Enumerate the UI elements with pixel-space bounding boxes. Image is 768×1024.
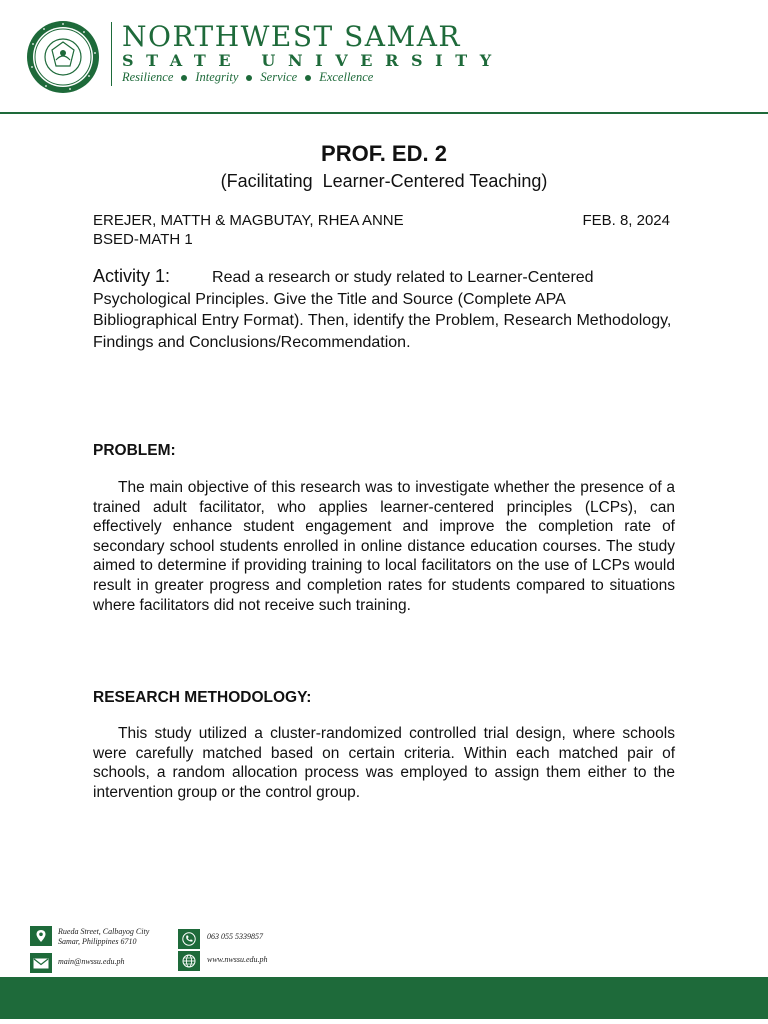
activity-instructions bbox=[93, 266, 673, 353]
motto-word: Resilience bbox=[122, 70, 174, 84]
university-name: NORTHWEST SAMAR bbox=[122, 20, 461, 53]
location-pin-icon bbox=[30, 926, 52, 946]
motto-word: Excellence bbox=[319, 70, 374, 84]
footer-email[interactable]: main@nwssu.edu.ph bbox=[58, 957, 125, 966]
address-line: Rueda Street, Calbayog City bbox=[58, 927, 150, 936]
bullet-icon bbox=[181, 75, 187, 81]
footer-address bbox=[58, 927, 149, 946]
methodology-paragraph: This study utilized a cluster-randomized controlled trial design, where schools were carefully matched based on certain criteria. Within each matched pair of schools, a random allocation process was employed to assign them either to the intervention group or the control group. bbox=[93, 725, 675, 801]
document-date: FEB. 8, 2024 bbox=[582, 212, 670, 229]
activity-label: Activity 1: bbox=[93, 266, 171, 286]
header-divider bbox=[111, 22, 112, 86]
footer-phone: 063 055 5339857 bbox=[207, 932, 263, 941]
mail-icon bbox=[30, 953, 52, 973]
university-seal-logo bbox=[26, 20, 100, 94]
problem-paragraph: The main objective of this research was to investigate whether the presence of a trained adult facilitator, who applies learner-centered principles (LCPs), can effectively enhance student engagement and improve the completion rate of secondary school students enrolled in online distance education courses. The study aimed to determine if providing training to local facilitators on the use of LCPs would result in greater progress and completion rates for students compared to situations where facilitators did not receive such training. bbox=[93, 479, 675, 614]
problem-heading: PROBLEM: bbox=[93, 442, 176, 459]
document-title: PROF. ED. 2 bbox=[321, 141, 447, 166]
motto-word: Integrity bbox=[195, 70, 239, 84]
address-line: Samar, Philippines 6710 bbox=[58, 936, 137, 946]
university-subtitle: STATE UNIVERSITY bbox=[122, 51, 504, 70]
author-names: EREJER, MATTH & MAGBUTAY, RHEA ANNE bbox=[93, 212, 404, 229]
methodology-heading: RESEARCH METHODOLOGY: bbox=[93, 689, 312, 706]
bullet-icon bbox=[305, 75, 311, 81]
document-subtitle: (Facilitating Learner-Centered Teaching) bbox=[220, 171, 548, 191]
footer-bar bbox=[0, 977, 768, 1019]
bullet-icon bbox=[246, 75, 252, 81]
phone-icon bbox=[178, 929, 200, 949]
motto-word: Service bbox=[260, 70, 298, 84]
globe-icon bbox=[178, 951, 200, 971]
university-motto bbox=[122, 70, 373, 84]
header-rule bbox=[0, 112, 768, 114]
activity-text: Read a research or study related to Learner-Centered Psychological Principles. Give the Title and Source (Complete APA Bibliographical Entry Format). Then, identify the Problem, Research Methodology, Findings and Conclusions/Recommendation. bbox=[93, 269, 672, 351]
footer-website[interactable]: www.nwssu.edu.ph bbox=[207, 955, 268, 964]
course-section: BSED-MATH 1 bbox=[93, 231, 193, 248]
